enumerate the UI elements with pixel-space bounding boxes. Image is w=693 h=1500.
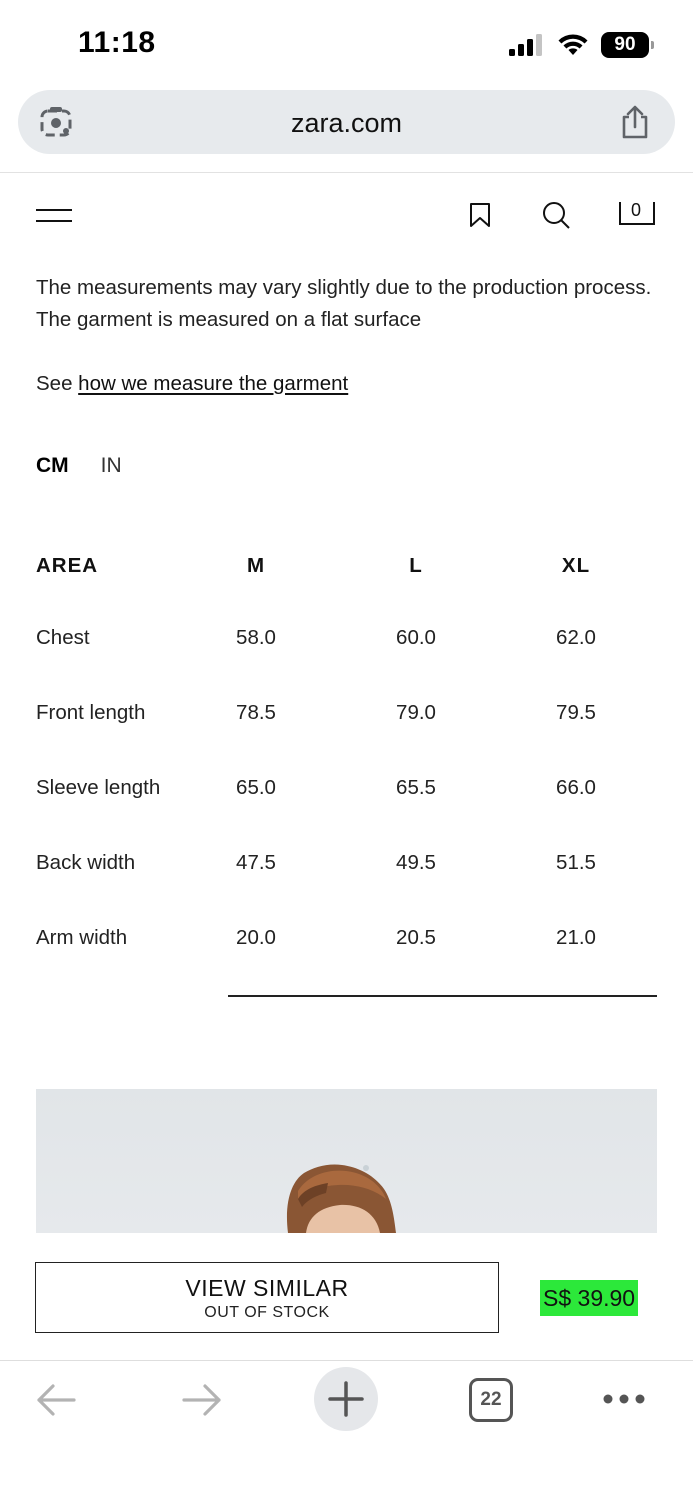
cell-m: 20.0 — [236, 926, 276, 949]
header-size-l: L — [409, 554, 423, 577]
measure-guide-prefix: See — [36, 372, 79, 395]
model-photo — [36, 1089, 657, 1233]
row-label: Sleeve length — [36, 776, 161, 799]
header-size-xl: XL — [561, 554, 591, 577]
cell-xl: 51.5 — [556, 851, 596, 874]
new-tab-button[interactable] — [314, 1367, 378, 1431]
row-label: Back width — [36, 851, 136, 874]
measurement-note: The measurements may vary slightly due to the production process. The garment is measured on a flat surface — [36, 276, 652, 331]
forward-arrow-icon[interactable] — [180, 1382, 224, 1418]
unit-in-tab[interactable]: IN — [100, 454, 122, 477]
table-row — [36, 920, 656, 995]
cell-xl: 66.0 — [556, 776, 596, 799]
cell-m: 47.5 — [236, 851, 276, 874]
table-divider — [228, 995, 657, 997]
menu-icon[interactable] — [36, 207, 72, 225]
out-of-stock-label: OUT OF STOCK — [204, 1304, 330, 1321]
divider — [0, 1360, 693, 1361]
status-time: 11:18 — [78, 26, 156, 59]
cell-l: 65.5 — [396, 776, 436, 799]
more-icon[interactable] — [602, 1392, 646, 1406]
cell-l: 60.0 — [396, 626, 436, 649]
back-arrow-icon[interactable] — [34, 1382, 78, 1418]
plus-icon — [314, 1367, 378, 1431]
cell-xl: 79.5 — [556, 701, 596, 724]
battery-indicator — [601, 32, 649, 58]
product-price: S$ 39.90 — [540, 1280, 638, 1316]
cell-l: 79.0 — [396, 701, 436, 724]
cell-l: 20.5 — [396, 926, 436, 949]
share-icon[interactable] — [619, 104, 651, 140]
cell-m: 58.0 — [236, 626, 276, 649]
measure-guide-line — [36, 372, 348, 396]
view-similar-label: VIEW SIMILAR — [185, 1275, 349, 1301]
cell-m: 65.0 — [236, 776, 276, 799]
status-icons — [509, 32, 649, 58]
view-similar-button[interactable] — [35, 1262, 499, 1333]
unit-cm-tab[interactable]: CM — [36, 454, 69, 477]
header-area: AREA — [36, 554, 99, 577]
tab-count: 22 — [480, 1389, 502, 1410]
cell-xl: 62.0 — [556, 626, 596, 649]
wifi-icon — [557, 33, 589, 57]
row-label: Arm width — [36, 926, 128, 949]
battery-level: 90 — [614, 34, 636, 55]
measure-guide-link[interactable]: how we measure the garment — [78, 372, 349, 395]
search-icon[interactable] — [541, 200, 571, 230]
url-text[interactable]: zara.com — [290, 108, 403, 138]
table-header-row — [36, 548, 656, 620]
unit-toggle — [36, 454, 122, 478]
cell-xl: 21.0 — [556, 926, 596, 949]
table-row — [36, 770, 656, 845]
status-bar — [0, 0, 693, 88]
bookmark-icon[interactable] — [469, 202, 491, 228]
header-size-m: M — [246, 554, 266, 577]
cell-m: 78.5 — [236, 701, 276, 724]
cellular-signal-icon — [509, 34, 545, 56]
row-label: Front length — [36, 701, 146, 724]
table-row — [36, 695, 656, 770]
divider — [0, 172, 693, 173]
product-image[interactable] — [36, 1089, 657, 1233]
size-table — [36, 548, 656, 995]
table-row — [36, 845, 656, 920]
url-bar[interactable] — [18, 90, 675, 154]
cell-l: 49.5 — [396, 851, 436, 874]
bag-count[interactable]: 0 — [630, 200, 641, 220]
row-label: Chest — [36, 626, 90, 649]
table-row — [36, 620, 656, 695]
tabs-icon[interactable] — [469, 1378, 513, 1422]
